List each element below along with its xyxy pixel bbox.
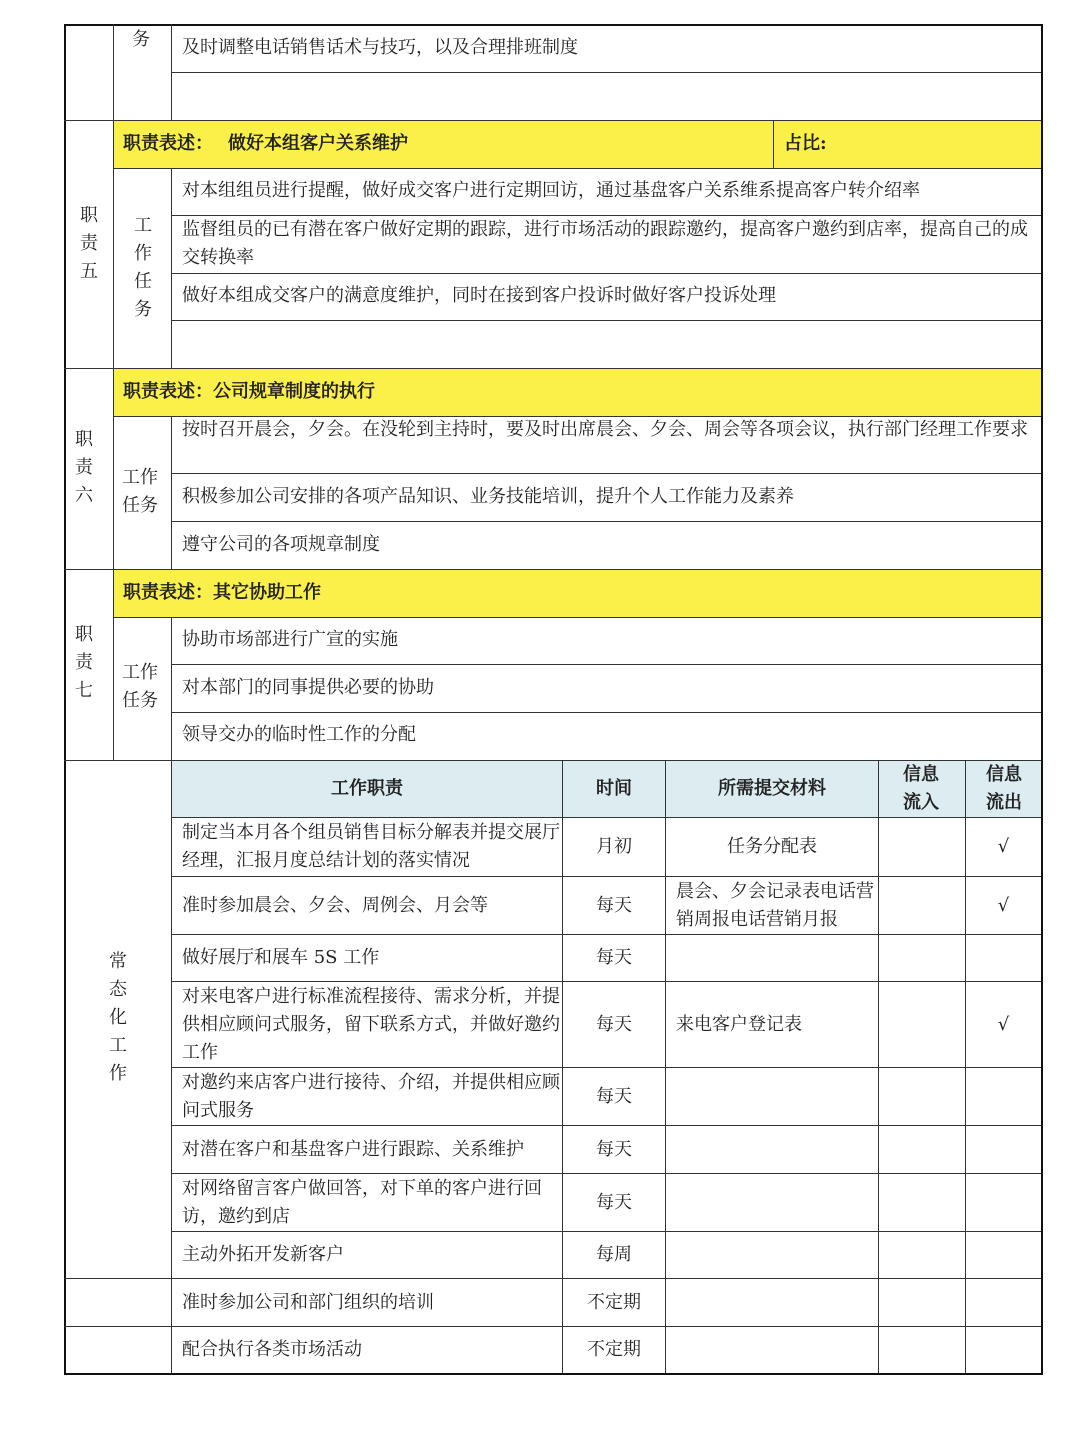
table-row-8-duty: 主动外拓开发新客户 [182, 1244, 344, 1265]
header-info-out: 信息流出 [986, 764, 1022, 813]
table-row-9-materials [666, 1279, 878, 1326]
duty5-desc: 做好本组客户关系维护 [228, 133, 408, 154]
table-row-7-info-out [966, 1174, 1041, 1231]
table-row-3-info-in [879, 935, 965, 981]
table-row-3-materials [666, 935, 878, 981]
table-row-6-time: 每天 [596, 1138, 632, 1160]
table-row-8-time: 每周 [596, 1244, 632, 1265]
table-row-6-duty: 对潜在客户和基盘客户进行跟踪、关系维护 [182, 1138, 524, 1160]
table-row-7-time: 每天 [596, 1191, 632, 1213]
top-task-1: 及时调整电话销售话术与技巧，以及合理排班制度 [182, 37, 578, 58]
table-row-2-info-in [879, 877, 965, 934]
table-row-3-info-out [966, 935, 1041, 981]
table-row-7-info-in [879, 1174, 965, 1231]
table-row-2-info-out: √ [997, 894, 1010, 916]
duty5-label: 职责五 [80, 205, 98, 282]
duty5-desc-label: 职责表述： [123, 133, 213, 154]
duty5-task-3: 做好本组成交客户的满意度维护，同时在接到客户投诉时做好客户投诉处理 [182, 285, 776, 306]
duty5-ratio-label: 占比: [784, 133, 827, 154]
table-row-5-duty: 对邀约来店客户进行接待、介绍，并提供相应顾问式服务 [182, 1071, 560, 1121]
table-row-9-time: 不定期 [587, 1291, 641, 1313]
duty7-desc: 职责表述：其它协助工作 [123, 582, 321, 603]
table-row-4-duty: 对来电客户进行标准流程接待、需求分析，并提供相应顾问式服务，留下联系方式，并做好邀约工作 [182, 985, 560, 1063]
table-row-10-info-out [966, 1327, 1041, 1373]
duty7-task-label: 工作任务 [122, 662, 158, 711]
table-row-5-time: 每天 [596, 1085, 632, 1107]
duty5-task-2: 监督组员的已有潜在客户做好定期的跟踪，进行市场活动的跟踪邀约，提高客户邀约到店率，提高自己的成交转换率 [182, 219, 1028, 268]
table-row-6-info-in [879, 1126, 965, 1173]
duty6-task-label: 工作任务 [122, 467, 158, 516]
table-row-10-duty: 配合执行各类市场活动 [182, 1339, 362, 1360]
table-row-1-time: 月初 [596, 836, 632, 857]
table-row-6-info-out [966, 1126, 1041, 1173]
table-row-4-time: 每天 [596, 1013, 632, 1035]
table-row-2-duty: 准时参加晨会、夕会、周例会、月会等 [182, 894, 488, 916]
table-row-8-materials [666, 1232, 878, 1278]
table-row-1-info-in [879, 818, 965, 876]
table-row-4-info-in [879, 982, 965, 1067]
duty6-label: 职责六 [75, 429, 93, 506]
table-row-9-info-in [879, 1279, 965, 1326]
header-duty: 工作职责 [331, 778, 403, 799]
duty6-desc: 职责表述：公司规章制度的执行 [123, 381, 375, 402]
table-row-3-duty: 做好展厅和展车 5S 工作 [182, 947, 380, 968]
table-row-5-materials [666, 1068, 878, 1125]
table-row-2-time: 每天 [596, 894, 632, 916]
table-row-7-duty: 对网络留言客户做回答，对下单的客户进行回访，邀约到店 [182, 1177, 542, 1227]
top-label-tail: 务 [132, 29, 150, 50]
table-row-4-info-out: √ [997, 1013, 1010, 1035]
duty7-task-2: 对本部门的同事提供必要的协助 [182, 677, 434, 698]
table-row-5-info-out [966, 1068, 1041, 1125]
duty6-task-1: 按时召开晨会，夕会。在没轮到主持时，要及时出席晨会、夕会、周会等各项会议，执行部门经理工作要求 [182, 419, 1028, 440]
duty5-task-1: 对本组组员进行提醒，做好成交客户进行定期回访，通过基盘客户关系维系提高客户转介绍率 [182, 180, 920, 201]
table-row-9-duty: 准时参加公司和部门组织的培训 [182, 1291, 434, 1313]
routine-label: 常态化工作 [109, 951, 127, 1084]
table-row-10-time: 不定期 [587, 1339, 641, 1360]
table-row-2-materials: 晨会、夕会记录表电话营销周报电话营销月报 [676, 880, 874, 930]
table-row-1-info-out: √ [997, 836, 1010, 857]
duty7-label: 职责七 [75, 624, 93, 701]
table-row-7-materials [666, 1174, 878, 1231]
header-info-in: 信息流入 [903, 764, 939, 813]
duty7-task-3: 领导交办的临时性工作的分配 [182, 724, 416, 745]
table-row-9-info-out [966, 1279, 1041, 1326]
table-row-1-materials: 任务分配表 [727, 836, 817, 857]
header-materials: 所需提交材料 [718, 778, 826, 799]
table-row-4-materials: 来电客户登记表 [676, 1013, 802, 1035]
table-row-1-duty: 制定当本月各个组员销售目标分解表并提交展厅经理，汇报月度总结计划的落实情况 [182, 822, 560, 871]
header-time: 时间 [596, 778, 632, 799]
table-row-8-info-out [966, 1232, 1041, 1278]
duty5-task-label: 工作任务 [134, 215, 152, 320]
table-row-8-info-in [879, 1232, 965, 1278]
table-row-5-info-in [879, 1068, 965, 1125]
duty6-task-2: 积极参加公司安排的各项产品知识、业务技能培训，提升个人工作能力及素养 [182, 486, 794, 507]
duty7-task-1: 协助市场部进行广宣的实施 [182, 629, 398, 650]
duty6-task-3: 遵守公司的各项规章制度 [182, 534, 380, 555]
table-row-10-info-in [879, 1327, 965, 1373]
table-row-6-materials [666, 1126, 878, 1173]
table-row-10-materials [666, 1327, 878, 1373]
table-row-3-time: 每天 [596, 947, 632, 968]
